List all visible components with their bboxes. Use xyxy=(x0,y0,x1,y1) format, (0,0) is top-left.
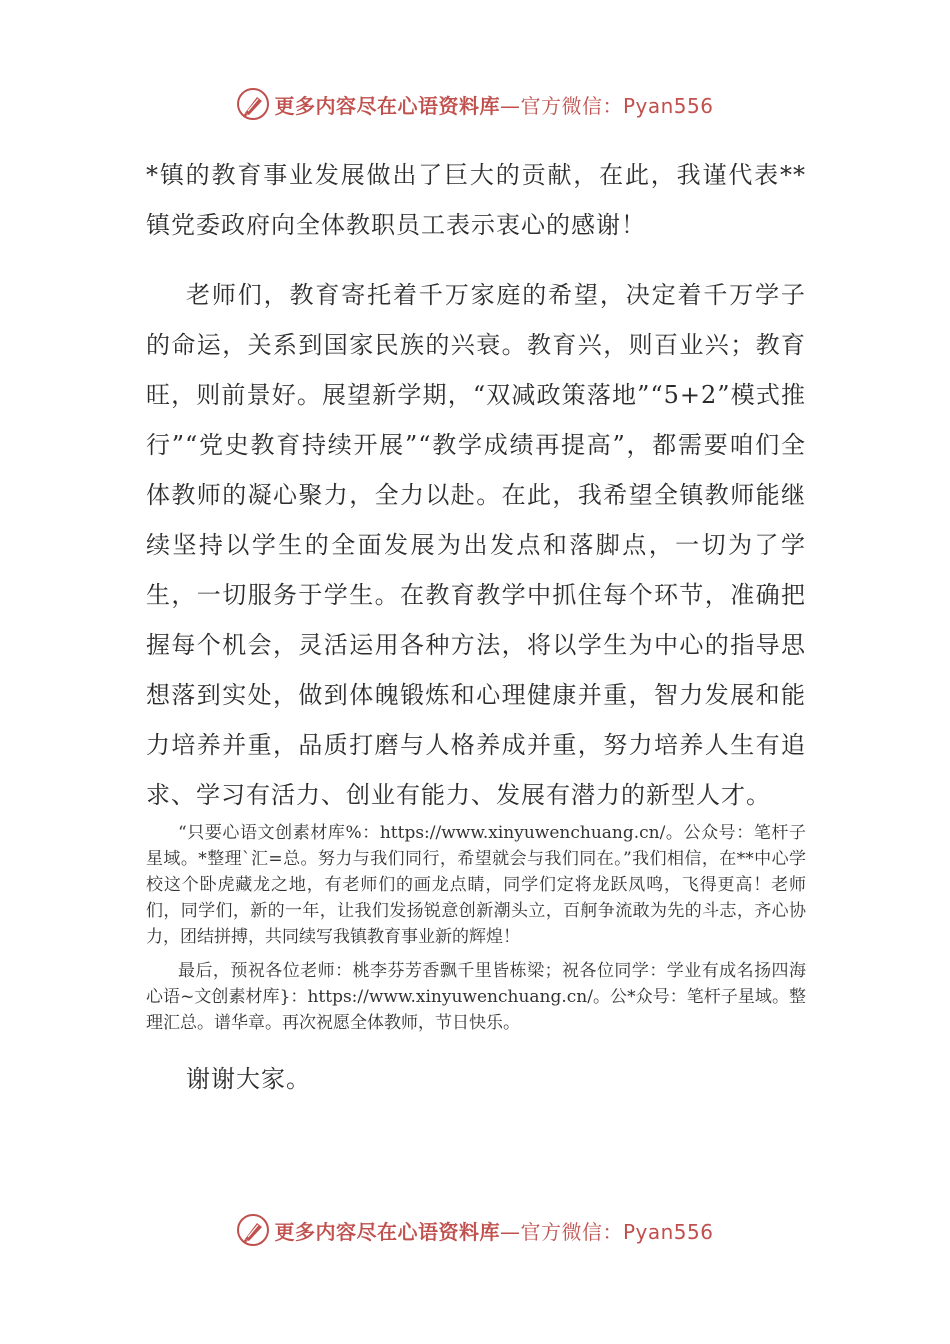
header-watermark-banner xyxy=(0,84,950,124)
pen-nib-logo-icon xyxy=(236,1213,270,1247)
footer-watermark-banner xyxy=(0,1210,950,1250)
paragraph-1: *镇的教育事业发展做出了巨大的贡献，在此，我谨代表**镇党委政府向全体教职员工表示衷心的感谢！ xyxy=(146,161,806,239)
document-body xyxy=(146,150,806,1104)
header-watermark-text xyxy=(274,90,713,119)
watermark-lead: 更多内容尽在心语资料库 xyxy=(274,1219,500,1244)
footer-watermark-text xyxy=(274,1216,713,1245)
paragraph-2: 老师们，教育寄托着千万家庭的希望，决定着千万学子的命运，关系到国家民族的兴衰。教育兴，则百业兴；教育旺，则前景好。展望新学期，“双减政策落地”“5+2”模式推行”“党史教育持续开展”“教学成绩再提高”，都需要咱们全体教师的凝心聚力，全力以赴。在此，我希望全镇教师能继续坚持以学生的全面发展为出发点和落脚点，一切为了学生，一切服务于学生。在教育教学中抓住每个环节，准确把握每个机会，灵活运用各种方法，将以学生为中心的指导思想落到实处，做到体魄锻炼和心理健康并重，智力发展和能力培养并重，品质打磨与人格养成并重，努力培养人生有追求、学习有活力、创业有能力、发展有潜力的新型人才。 xyxy=(146,281,806,809)
pen-nib-logo-icon xyxy=(236,87,270,121)
paragraph-5: 谢谢大家。 xyxy=(186,1065,311,1093)
watermark-lead: 更多内容尽在心语资料库 xyxy=(274,93,500,118)
paragraph-3: “只要心语文创素材库%：https://www.xinyuwenchuang.cn/。公众号：笔杆子星域。*整理`汇=总。努力与我们同行，希望就会与我们同在。”我们相信，在**中心学校这个卧虎藏龙之地，有老师们的画龙点睛，同学们定将龙跃凤鸣，飞得更高！老师们，同学们，新的一年，让我们发扬锐意创新潮头立，百舸争流敢为先的斗志，齐心协力，团结拼搏，共同续写我镇教育事业新的辉煌！ xyxy=(146,823,806,947)
watermark-dash: — xyxy=(499,1219,521,1244)
paragraph-4: 最后，预祝各位老师：桃李芬芳香飘千里皆栋梁；祝各位同学：学业有成名扬四海心语~文创素材库}：https://www.xinyuwenchuang.cn/。公*众号：笔杆子星域。整理汇总。谱华章。再次祝愿全体教师，节日快乐。 xyxy=(146,961,806,1033)
watermark-dash: — xyxy=(499,93,521,118)
watermark-contact: 官方微信：Pyan556 xyxy=(520,93,714,118)
watermark-contact: 官方微信：Pyan556 xyxy=(520,1219,714,1244)
